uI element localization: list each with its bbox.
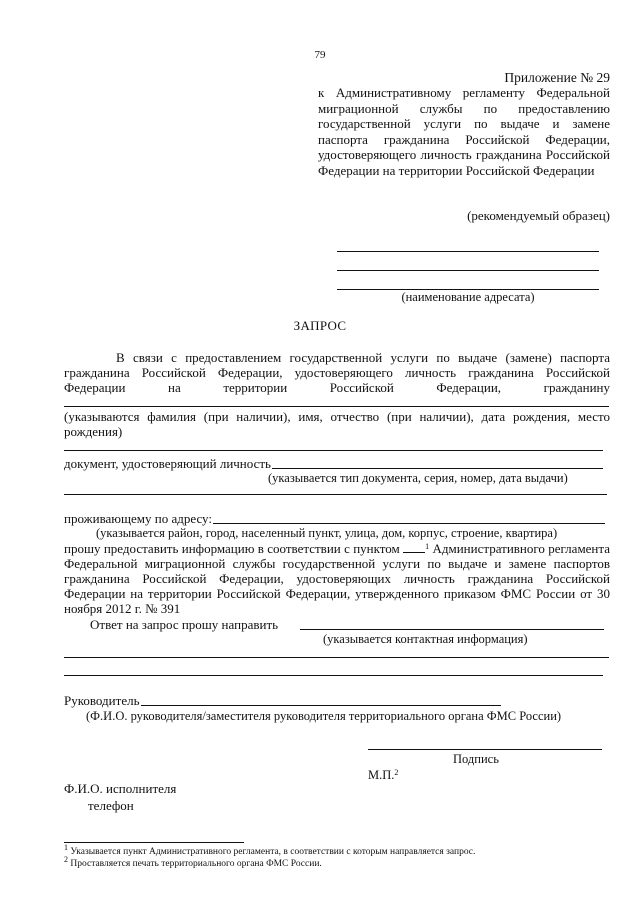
reply-extra-line-1[interactable] bbox=[64, 657, 609, 658]
head-label: Руководитель bbox=[64, 693, 140, 708]
footnote-2-mark: 2 bbox=[64, 855, 68, 864]
id-document-row bbox=[64, 456, 271, 471]
footnote-1 bbox=[64, 843, 476, 858]
intro-text: В связи с предоставлением государственной услуги по выдаче (замене) паспорта гражданина Российской Федерации, удостоверяющего личность гражданина Российской Федерации на территории Российской Федерации, гражданину bbox=[64, 350, 610, 395]
head-row bbox=[64, 693, 140, 708]
citizen-field-line[interactable] bbox=[64, 406, 609, 407]
phone-label: телефон bbox=[88, 798, 134, 813]
document-title: ЗАПРОС bbox=[293, 318, 347, 333]
footnote-1-text: Указывается пункт Административного регламента, в соответствии с которым направляется запрос. bbox=[70, 847, 476, 857]
address-caption: (указывается район, город, населенный пункт, улица, дом, корпус, строение, квартира) bbox=[96, 526, 558, 540]
request-footnote-mark: 1 bbox=[425, 542, 430, 551]
annex-header bbox=[318, 70, 610, 178]
footnote-separator bbox=[64, 842, 244, 843]
addressee-line-1 bbox=[337, 251, 599, 252]
reply-caption: (указывается контактная информация) bbox=[323, 632, 528, 646]
address-row bbox=[64, 511, 212, 526]
request-paragraph bbox=[64, 541, 610, 616]
id-document-field[interactable] bbox=[272, 468, 603, 469]
footnote-1-mark: 1 bbox=[64, 843, 68, 852]
citizen-extra-line[interactable] bbox=[64, 450, 603, 451]
sample-note: (рекомендуемый образец) bbox=[467, 208, 610, 223]
reply-row bbox=[90, 617, 278, 632]
signature-label: Подпись bbox=[453, 752, 499, 766]
footnote-2-text: Проставляется печать территориального органа ФМС России. bbox=[70, 859, 322, 869]
page-number: 79 bbox=[314, 49, 326, 61]
reply-field[interactable] bbox=[300, 629, 604, 630]
seal-label bbox=[368, 768, 398, 783]
id-document-extra-line[interactable] bbox=[64, 494, 607, 495]
clause-number-field[interactable] bbox=[403, 541, 425, 553]
addressee-caption: (наименование адресата) bbox=[401, 290, 535, 304]
intro-paragraph bbox=[64, 350, 610, 410]
annex-reference: к Административному регламенту Федеральной миграционной службы по предоставлению государственной услуги по выдаче и замене паспорта гражданина Российской Федерации, удостоверяющего личность гражданина Российской Федерации на территории Российской Федерации bbox=[318, 85, 610, 178]
request-text-1: прошу предоставить информацию в соответствии с пунктом bbox=[64, 541, 400, 556]
footnote-2 bbox=[64, 855, 322, 870]
id-document-label: документ, удостоверяющий личность bbox=[64, 456, 271, 471]
id-document-caption: (указывается тип документа, серия, номер, дата выдачи) bbox=[268, 471, 568, 485]
address-label: проживающему по адресу: bbox=[64, 511, 213, 526]
seal-text: М.П. bbox=[368, 768, 395, 782]
signature-line[interactable] bbox=[368, 749, 602, 750]
executor-label: Ф.И.О. исполнителя bbox=[64, 781, 177, 796]
head-caption: (Ф.И.О. руководителя/заместителя руководителя территориального органа ФМС России) bbox=[86, 709, 562, 723]
head-field[interactable] bbox=[141, 705, 501, 706]
reply-extra-line-2[interactable] bbox=[64, 675, 603, 676]
addressee-line-2 bbox=[337, 270, 599, 271]
request-text-2: Административного регламента Федеральной миграционной службы государственной услуги по выдаче и замене паспортов гражданина Российской Федерации, удостоверяющих личность гражданина Российской Федерации на территории Российской Федерации, утвержденного приказом ФМС России от 30 ноября 2012 г. № 391 bbox=[64, 541, 611, 616]
citizen-caption: (указываются фамилия (при наличии), имя, отчество (при наличии), дата рождения, место рождения) bbox=[64, 409, 610, 439]
address-field[interactable] bbox=[213, 523, 605, 524]
annex-title: Приложение № 29 bbox=[504, 70, 610, 85]
seal-footnote-mark: 2 bbox=[394, 768, 399, 777]
reply-label: Ответ на запрос прошу направить bbox=[90, 617, 279, 632]
